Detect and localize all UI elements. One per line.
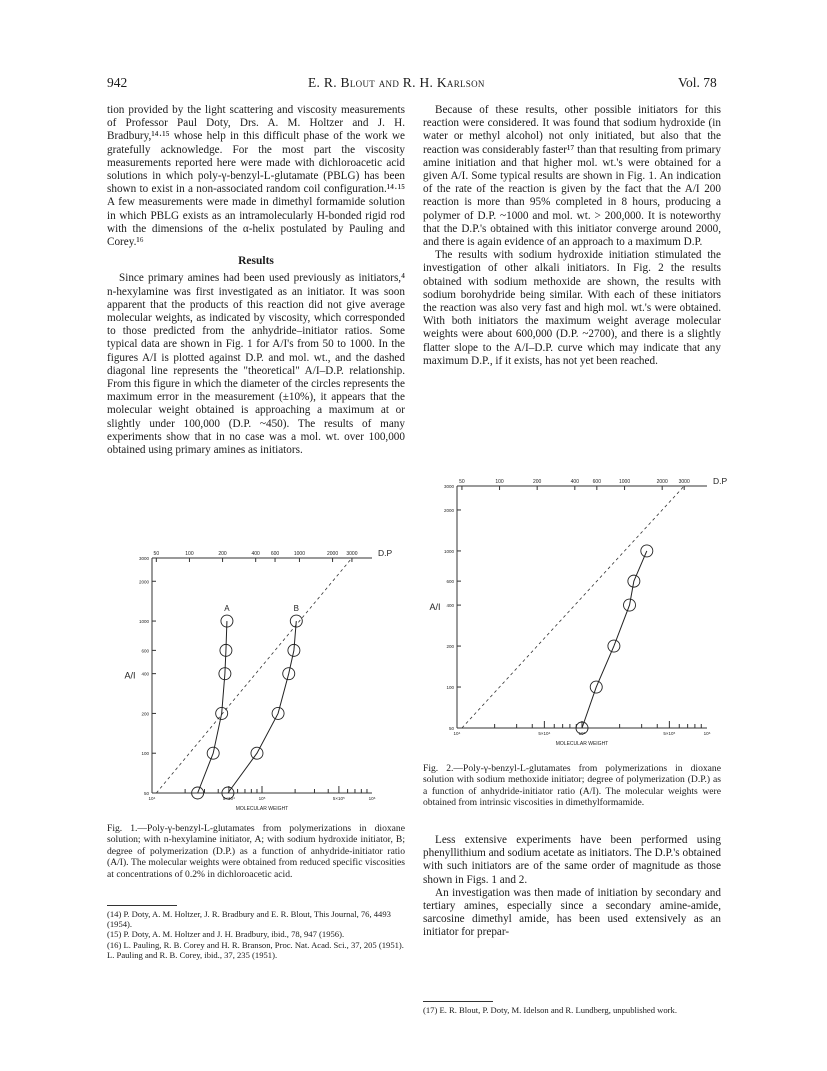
figure-2-chart <box>425 476 728 758</box>
x-tick-label: 5×10⁴ <box>222 796 235 801</box>
y-tick-label: 200 <box>446 644 454 650</box>
top-tick-label: 100 <box>185 551 194 557</box>
top-tick-label: 200 <box>218 551 227 557</box>
series-curve <box>198 621 227 793</box>
footnotes-right <box>423 1005 721 1015</box>
y-tick-label: 100 <box>141 751 149 757</box>
x-tick-label: 10⁵ <box>578 731 586 736</box>
right-paragraph-1: Because of these results, other possible initiators for this reaction were considered. It was found that sodium hydroxide (in water or methyl alcohol) not only initiated, but also that the reaction was considerably faster¹⁷ than that resulting from primary amine initiation and that higher mol. wt.'s were obtained for a given A/I. Some typical results are shown in Fig. 1. An indication of the rate of the reaction is given by the fact that the A/I 200 reaction is more than 95% completed in 8 hours, producing a polymer of D.P. ~1000 and mol. wt. > 200,000. It is noteworthy that the D.P.'s obtained with this initiator converge around 2000, and there is again evidence of an approach to a maximum D.P. <box>423 104 721 249</box>
top-tick-label: 1000 <box>618 479 631 485</box>
theoretical-line <box>462 486 684 728</box>
top-tick-label: 400 <box>251 551 260 557</box>
left-column <box>107 104 405 457</box>
top-axis-title: D.P <box>713 476 728 486</box>
y-tick-label: 400 <box>141 671 149 677</box>
page-number: 942 <box>107 75 128 90</box>
x-tick-label: 5×10⁵ <box>663 731 676 736</box>
section-title-results: Results <box>238 255 274 268</box>
top-tick-label: 1000 <box>293 551 306 557</box>
top-tick-label: 3000 <box>346 551 358 557</box>
top-tick-label: 50 <box>459 479 465 485</box>
footnotes-left <box>107 909 405 960</box>
figure-1-caption: Fig. 1.—Poly-γ-benzyl-L-glutamates from polymerizations in dioxane solution; with n-hexylamine initiator, A; with sodium hydroxide initiator, B; degree of polymerization (D.P.) as a function of anhydride-initiator ratio (A/I). The molecular weights were obtained from reduced specific viscosities at concentrations of 0.2% in dichloroacetic acid. <box>107 823 405 880</box>
x-tick-label: 10⁶ <box>368 796 376 801</box>
y-tick-label: 1000 <box>443 548 454 554</box>
x-tick-label: 5×10⁴ <box>538 731 551 736</box>
y-tick-label: 50 <box>143 791 149 796</box>
figure-2-caption: Fig. 2.—Poly-γ-benzyl-L-glutamates from polymerizations in dioxane solution with sodium methoxide initiator; degree of polymerization (D.P.) as a function of anhydride-initiator ratio (A/I). The molecular weights were obtained from intrinsic viscosities in dimethylformamide. <box>423 763 721 809</box>
right-paragraph-3: Less extensive experiments have been performed using phenyllithium and sodium acetate as initiators. The D.P.'s obtained with such initiators are of the same order of magnitude as those shown in Figs. 1 and 2. <box>423 834 721 886</box>
y-tick-label: 2000 <box>138 579 149 585</box>
x-tick-label: 10⁵ <box>258 796 266 801</box>
top-tick-label: 100 <box>495 479 504 485</box>
y-tick-label: 400 <box>446 603 454 609</box>
right-column-bottom <box>423 834 721 940</box>
left-paragraph-2: Since primary amines had been used previously as initiators,⁴ n-hexylamine was first investigated as an initiator. It was soon apparent that the products of this reaction did not give average molecular weights, as indicated by viscosity, which corresponded to those predicted from the anhydride–initiator ratios. Some typical data are shown in Fig. 1 for A/I's from 50 to 1000. In the figures A/I is plotted against D.P. and mol. wt., and the dashed diagonal line represents the "theoretical" A/I–D.P. relationship. From this figure in which the diameter of the circles represents the maximum error in the measurement (±10%), it appears that the molecular weight obtained is approaching a maximum at or slightly under 100,000 (D.P. ~450). The results of many experiments show that in no case was a mol. wt. over 100,000 obtained using primary amines as initiators. <box>107 272 405 457</box>
x-axis-label: MOLECULAR WEIGHT <box>235 806 289 812</box>
x-tick-label: 5×10⁵ <box>332 796 345 801</box>
x-tick-label: 10⁴ <box>148 796 156 801</box>
y-axis-label: A/I <box>429 602 441 612</box>
y-tick-label: 3000 <box>138 556 149 561</box>
volume-label: Vol. 78 <box>678 75 717 90</box>
footnote-rule <box>107 905 177 906</box>
y-tick-label: 600 <box>141 648 149 654</box>
top-axis-title: D.P <box>378 548 393 558</box>
footnote-rule-right <box>423 1001 493 1002</box>
y-tick-label: 2000 <box>443 507 454 513</box>
y-tick-label: 200 <box>141 711 149 717</box>
top-tick-label: 400 <box>570 479 579 485</box>
right-paragraph-2: The results with sodium hydroxide initiation stimulated the investigation of other alkali initiators. In Fig. 2 the results obtained with sodium methoxide are shown, the results with sodium borohydride being similar. With each of these initiators the reaction was also very fast and high mol. wt.'s were obtained. With both initiators the maximum weight average molecular weights were about 600,000 (D.P. ~2700), and there is a slightly flatter slope to the A/I–D.P. curve which may indicate that any maximum D.P., if it exists, has not yet been reached. <box>423 249 721 367</box>
series-curve <box>228 621 296 793</box>
y-tick-label: 1000 <box>138 619 149 625</box>
footnote-17: (17) E. R. Blout, P. Doty, M. Idelson and R. Lundberg, unpublished work. <box>423 1005 677 1015</box>
top-tick-label: 2000 <box>656 479 668 485</box>
y-tick-label: 100 <box>446 685 454 691</box>
y-tick-label: 50 <box>448 726 454 731</box>
y-tick-label: 600 <box>446 579 454 585</box>
x-axis-label: MOLECULAR WEIGHT <box>555 741 609 747</box>
x-tick-label: 10⁴ <box>453 731 461 736</box>
top-tick-label: 200 <box>533 479 542 485</box>
y-tick-label: 3000 <box>443 484 454 489</box>
top-tick-label: 2000 <box>326 551 339 557</box>
footnote-15: (15) P. Doty, A. M. Holtzer and J. H. Bradbury, ibid., 78, 947 (1956). <box>107 929 345 940</box>
right-column-top <box>423 104 721 368</box>
y-axis-label: A/I <box>124 670 136 681</box>
series-curve <box>582 551 647 728</box>
footnote-16: (16) L. Pauling, R. B. Corey and H. R. Branson, Proc. Nat. Acad. Sci., 37, 205 (1951). L. Pauling and R. B. Corey, ibid., 37, 235 (1951). <box>107 939 404 960</box>
top-tick-label: 600 <box>592 479 601 485</box>
footnote-14: (14) P. Doty, A. M. Holtzer, J. R. Bradbury and E. R. Blout, This Journal, 76, 4493 (1954). <box>107 909 391 930</box>
right-paragraph-4: An investigation was then made of initiation by secondary and tertiary amines, especially since a secondary amine-amide, sarcosine dimethyl amide, has been used extensively as an initiator for prepar- <box>423 886 721 939</box>
curve-label-a: A <box>224 604 230 614</box>
left-paragraph-1: tion provided by the light scattering and viscosity measurements of Professor Paul Doty, Drs. A. M. Holtzer and J. H. Bradbury,¹⁴·¹⁵ whose help in this difficult phase of the work we gratefully acknowledge. For the most part the viscosity measurements reported here were made with dichloroacetic acid solutions in which poly-γ-benzyl-L-glutamate (PBLG) has been shown to exist in a non-associated random coil configuration.¹⁴·¹⁵ A few measurements were made in dimethyl formamide solution in which PBLG exists as an intramolecularly H-bonded rigid rod with the dimensions of the α-helix postulated by Pauling and Corey.¹⁶ <box>107 104 405 249</box>
top-tick-label: 600 <box>270 551 280 557</box>
running-head-authors: E. R. Blout and R. H. Karlson <box>308 75 485 90</box>
curve-label-b: B <box>293 604 299 614</box>
figure-1-chart <box>110 548 400 818</box>
top-tick-label: 50 <box>153 551 160 557</box>
top-tick-label: 3000 <box>678 479 690 485</box>
x-tick-label: 10⁶ <box>703 731 711 736</box>
